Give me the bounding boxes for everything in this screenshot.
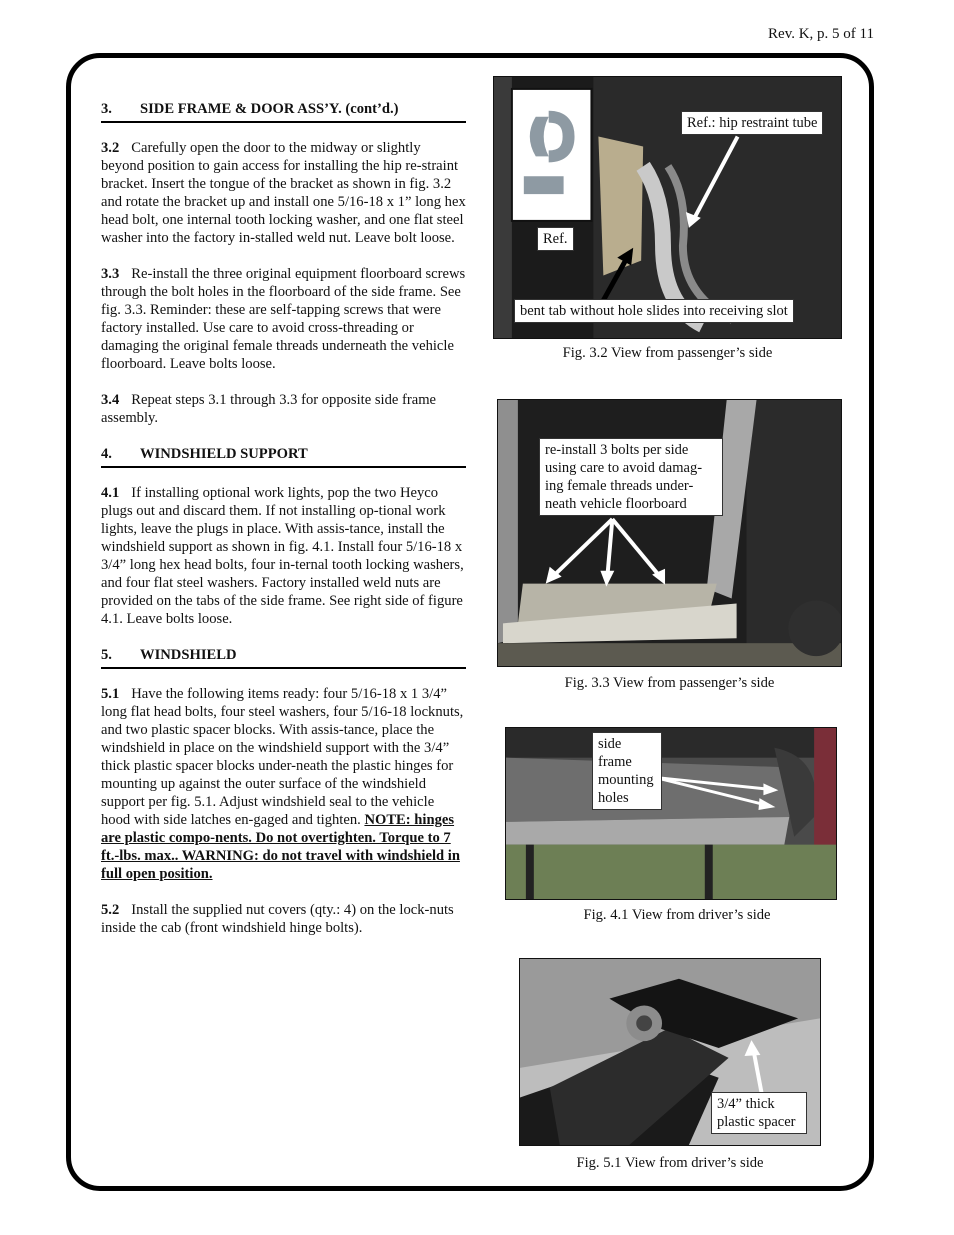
callout-ref: Ref. (537, 227, 574, 251)
fig-3-3-photo (497, 399, 842, 667)
callout-reinstall-bolts: re-install 3 bolts per side using care to avoid damag-ing female threads under-neath vehicle floorboard (539, 438, 723, 516)
page-revision: Rev. K, p. 5 of 11 (768, 26, 874, 42)
step-3-3: 3.3 Re-install the three original equipment floorboard screws through the bolt holes in the floorboard of the side frame. See fig. 3.3. Reminder: these are self-tapping screws that were factory installed. Use care to avoid cross-threading or damaging the original female threads underneath the vehicle floorboard. Leave bolts loose. (101, 266, 466, 372)
fig-5-1-photo (519, 958, 821, 1146)
callout-side-frame-holes: side frame mounting holes (592, 732, 662, 810)
step-3-4: 3.4 Repeat steps 3.1 through 3.3 for opposite side frame assembly. (101, 392, 437, 426)
windshield-support-photo (506, 728, 836, 899)
fig-4-1-caption: Fig. 4.1 View from driver’s side (583, 907, 771, 923)
torque-warning: NOTE: hinges are plastic compo-nents. Do not overtighten. Torque to 7 ft.-lbs. max.. WARNING: do not travel with windshield in full open position. (101, 812, 460, 882)
section-3-heading: 3. SIDE FRAME & DOOR ASS’Y. (cont’d.) (101, 100, 466, 123)
fig-4-1-photo (505, 727, 837, 900)
section-4-heading: 4. WINDSHIELD SUPPORT (101, 445, 466, 468)
step-5-2: 5.2 Install the supplied nut covers (qty.: 4) on the lock-nuts inside the cab (front windshield hinge bolts). (101, 902, 454, 936)
fig-3-2-caption: Fig. 3.2 View from passenger’s side (562, 345, 773, 361)
fig-3-2-photo (493, 76, 842, 339)
callout-hip-restraint-tube: Ref.: hip restraint tube (681, 111, 823, 135)
step-4-1: 4.1 If installing optional work lights, pop the two Heyco plugs out and discard them. If not installing op-tional work lights, leave the plugs in place. With assis-tance, install the windshield support as shown in fig. 4.1. Install four 5/16-18 x 3/4” long hex head bolts, four in-ternal tooth locking washers, and four flat steel washers. Factory installed weld nuts are provided on the tabs of the side frame. See right side of figure 4.1. Leave bolts loose. (101, 485, 464, 627)
callout-bent-tab: bent tab without hole slides into receiving slot (514, 299, 794, 323)
step-3-2: 3.2 Carefully open the door to the midway or slightly beyond position to gain access for installing the hip re-straint bracket. Insert the tongue of the bracket as shown in fig. 3.2 and rotate the bracket up and install one 5/16-18 x 1” long hex head bolt, one internal tooth locking washer, and one flat steel washer into the factory in-stalled weld nut. Leave bolt loose. (101, 140, 466, 246)
section-5-heading: 5. WINDSHIELD (101, 646, 466, 669)
instructions-column (101, 100, 466, 955)
fig-5-1-caption: Fig. 5.1 View from driver’s side (576, 1155, 764, 1171)
callout-plastic-spacer: 3/4” thick plastic spacer (711, 1092, 807, 1134)
fig-3-3-caption: Fig. 3.3 View from passenger’s side (564, 675, 775, 691)
step-5-1: 5.1 Have the following items ready: four 5/16-18 x 1 3/4” long flat head bolts, four steel washers, four 5/16-18 locknuts, and two plastic spacer blocks. With assis-tance, place the windshield in place on the windshield support with the 3/4” thick plastic spacer blocks under-neath the plastic hinges for mounting up against the outer surface of the windshield support per fig. 5.1. Adjust windshield seal to the vehicle hood with side latches en-gaged and tighten. NOTE: hinges are plastic compo-nents. Do not overtighten. Torque to 7 ft.-lbs. max.. WARNING: do not travel with windshield in full open position. (101, 686, 464, 882)
